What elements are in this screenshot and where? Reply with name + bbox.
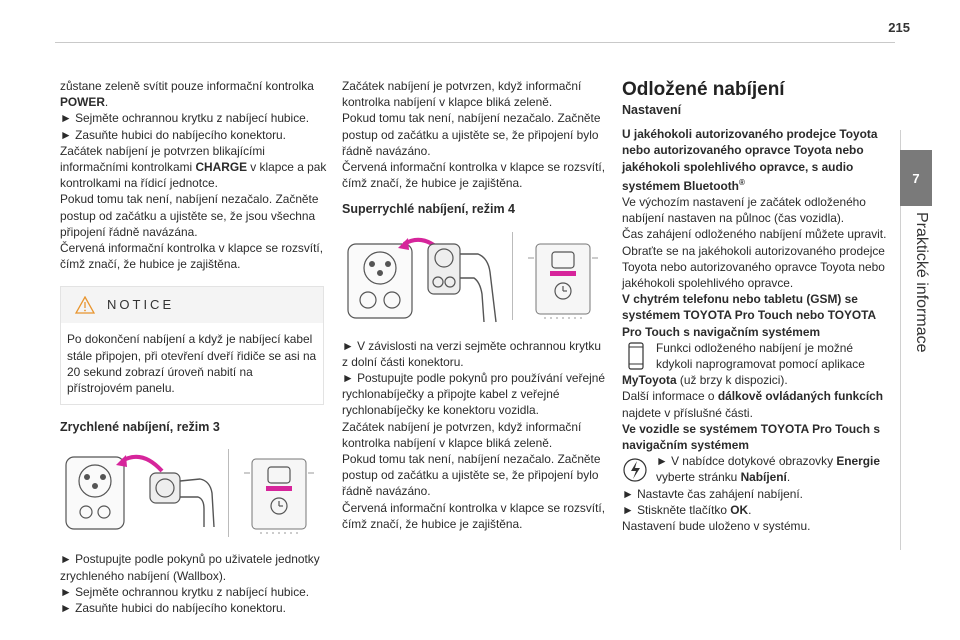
paragraph: Začátek nabíjení je potvrzen, když informační kontrolka nabíjení v klapce bliká zeleně. bbox=[342, 79, 582, 110]
paragraph: Čas zahájení odloženého nabíjení můžete upravit. bbox=[622, 227, 887, 242]
notice-box bbox=[60, 286, 324, 405]
notice-title: NOTICE bbox=[107, 297, 175, 313]
warning-triangle-icon bbox=[75, 296, 95, 314]
figure-divider bbox=[228, 449, 229, 537]
page-title: Odložené nabíjení bbox=[622, 79, 785, 100]
bold-heading: U jakéhokoli autorizovaného prodejce Toyota nebo autorizovaného opravce Toyota nebo jakéhokoli spolehlivého opravce, s audio systémem Bluetooth® bbox=[622, 127, 878, 193]
top-divider bbox=[55, 42, 895, 43]
figure-mode3 bbox=[60, 445, 328, 541]
figure-divider bbox=[512, 232, 513, 320]
paragraph: Pokud tomu tak není, nabíjení nezačalo. Začněte postup od začátku a ujistěte se, že připojení bylo řádně navázáno. bbox=[342, 111, 601, 158]
figure-mode4 bbox=[342, 228, 610, 328]
step: ► Sejměte ochrannou krytku z nabíjecí hubice. bbox=[60, 584, 310, 599]
step: ► Zasuňte hubici do nabíjecího konektoru. bbox=[60, 127, 286, 142]
notice-text: Po dokončení nabíjení a když je nabíjecí kabel stále připojen, při otevření dveří řidiče se asi na 20 sekund zobrazí úroveň nabití na přístrojovém panelu. bbox=[67, 332, 317, 396]
paragraph: Ve výchozím nastavení je začátek odloženého nabíjení nastaven na půlnoc (čas vozidla). bbox=[622, 194, 866, 226]
charging-plug-illustration bbox=[148, 459, 226, 529]
paragraph: Další informace o dálkově ovládaných funkcích najdete v příslušné části. bbox=[622, 389, 884, 420]
column-1 bbox=[60, 78, 328, 616]
section-heading: Zrychlené nabíjení, režim 3 bbox=[60, 420, 220, 435]
step: ► Postupujte podle pokynů po uživatele jednotky zrychleného nabíjení (Wallbox). bbox=[60, 552, 320, 583]
step: ► Zasuňte hubici do nabíjecího konektoru. bbox=[60, 601, 286, 616]
section-heading: Superrychlé nabíjení, režim 4 bbox=[342, 202, 515, 217]
charging-plug-illustration bbox=[426, 238, 506, 324]
step: ► Nastavte čas zahájení nabíjení. bbox=[622, 486, 803, 501]
paragraph: Začátek nabíjení je potvrzen blikajícími informačními kontrolkami CHARGE v klapce a pak kontrolkami na řídicí jednotce. bbox=[60, 143, 327, 191]
chapter-tab[interactable]: 7 bbox=[900, 150, 932, 206]
touchscreen-tap-icon bbox=[622, 455, 650, 485]
paragraph: Funkci odloženého nabíjení je možné kdykoli naprogramovat pomocí aplikace MyToyota (už brzy k dispozici). bbox=[622, 340, 865, 388]
charge-status-panel-illustration bbox=[240, 453, 318, 535]
section-heading: Nastavení bbox=[622, 103, 682, 117]
paragraph: Červená informační kontrolka v klapce se rozsvítí, čímž značí, že hubice je zajištěna. bbox=[342, 160, 606, 191]
step: ► Sejměte ochrannou krytku z nabíjecí hubice. bbox=[60, 111, 310, 126]
column-2 bbox=[342, 78, 610, 532]
paragraph: Pokud tomu tak není, nabíjení nezačalo. Začněte postup od začátku a ujistěte se, že jsou všechna připojení řádně navázána. bbox=[60, 192, 319, 239]
paragraph: Obraťte se na jakéhokoli autorizovaného prodejce Toyota nebo autorizovaného opravce Toyota nebo jakéhokoli spolehlivého opravce. bbox=[622, 243, 885, 290]
paragraph: Červená informační kontrolka v klapce se rozsvítí, čímž značí, že hubice je zajištěna. bbox=[342, 500, 606, 531]
step: ► Postupujte podle pokynů pro používání veřejné rychlonabíječky a připojte kabel z veřejné rychlonabíječky ke konektoru vozidla. bbox=[342, 371, 605, 418]
chapter-title: Praktické informace bbox=[913, 212, 930, 353]
bold-heading: V chytrém telefonu nebo tabletu (GSM) se systémem TOYOTA Pro Touch nebo TOYOTA Pro Touch s navigačním systémem bbox=[622, 292, 876, 339]
step: ► Stiskněte tlačítko OK. bbox=[622, 502, 752, 517]
paragraph: zůstane zeleně svítit pouze informační kontrolka POWER. bbox=[60, 79, 314, 110]
paragraph: Pokud tomu tak není, nabíjení nezačalo. Začněte postup od začátku a ujistěte se, že připojení bylo řádně navázáno. bbox=[342, 452, 601, 499]
step: ► V nabídce dotykové obrazovky Energie vyberte stránku Nabíjení. bbox=[622, 453, 890, 485]
smartphone-icon bbox=[622, 342, 650, 372]
bold-heading: Ve vozidle se systémem TOYOTA Pro Touch s navigačním systémem bbox=[622, 421, 880, 453]
notice-header bbox=[61, 287, 323, 323]
paragraph: Červená informační kontrolka v klapce se rozsvítí, čímž značí, že hubice je zajištěna. bbox=[60, 241, 324, 272]
step: ► V závislosti na verzi sejměte ochrannou krytku z dolní části konektoru. bbox=[342, 338, 601, 369]
paragraph: Začátek nabíjení je potvrzen, když informační kontrolka nabíjení v klapce bliká zeleně. bbox=[342, 419, 582, 450]
charge-status-panel-illustration bbox=[524, 238, 602, 320]
page-number: 215 bbox=[888, 20, 910, 35]
paragraph: Nastavení bude uloženo v systému. bbox=[622, 519, 811, 534]
column-3 bbox=[622, 78, 890, 534]
